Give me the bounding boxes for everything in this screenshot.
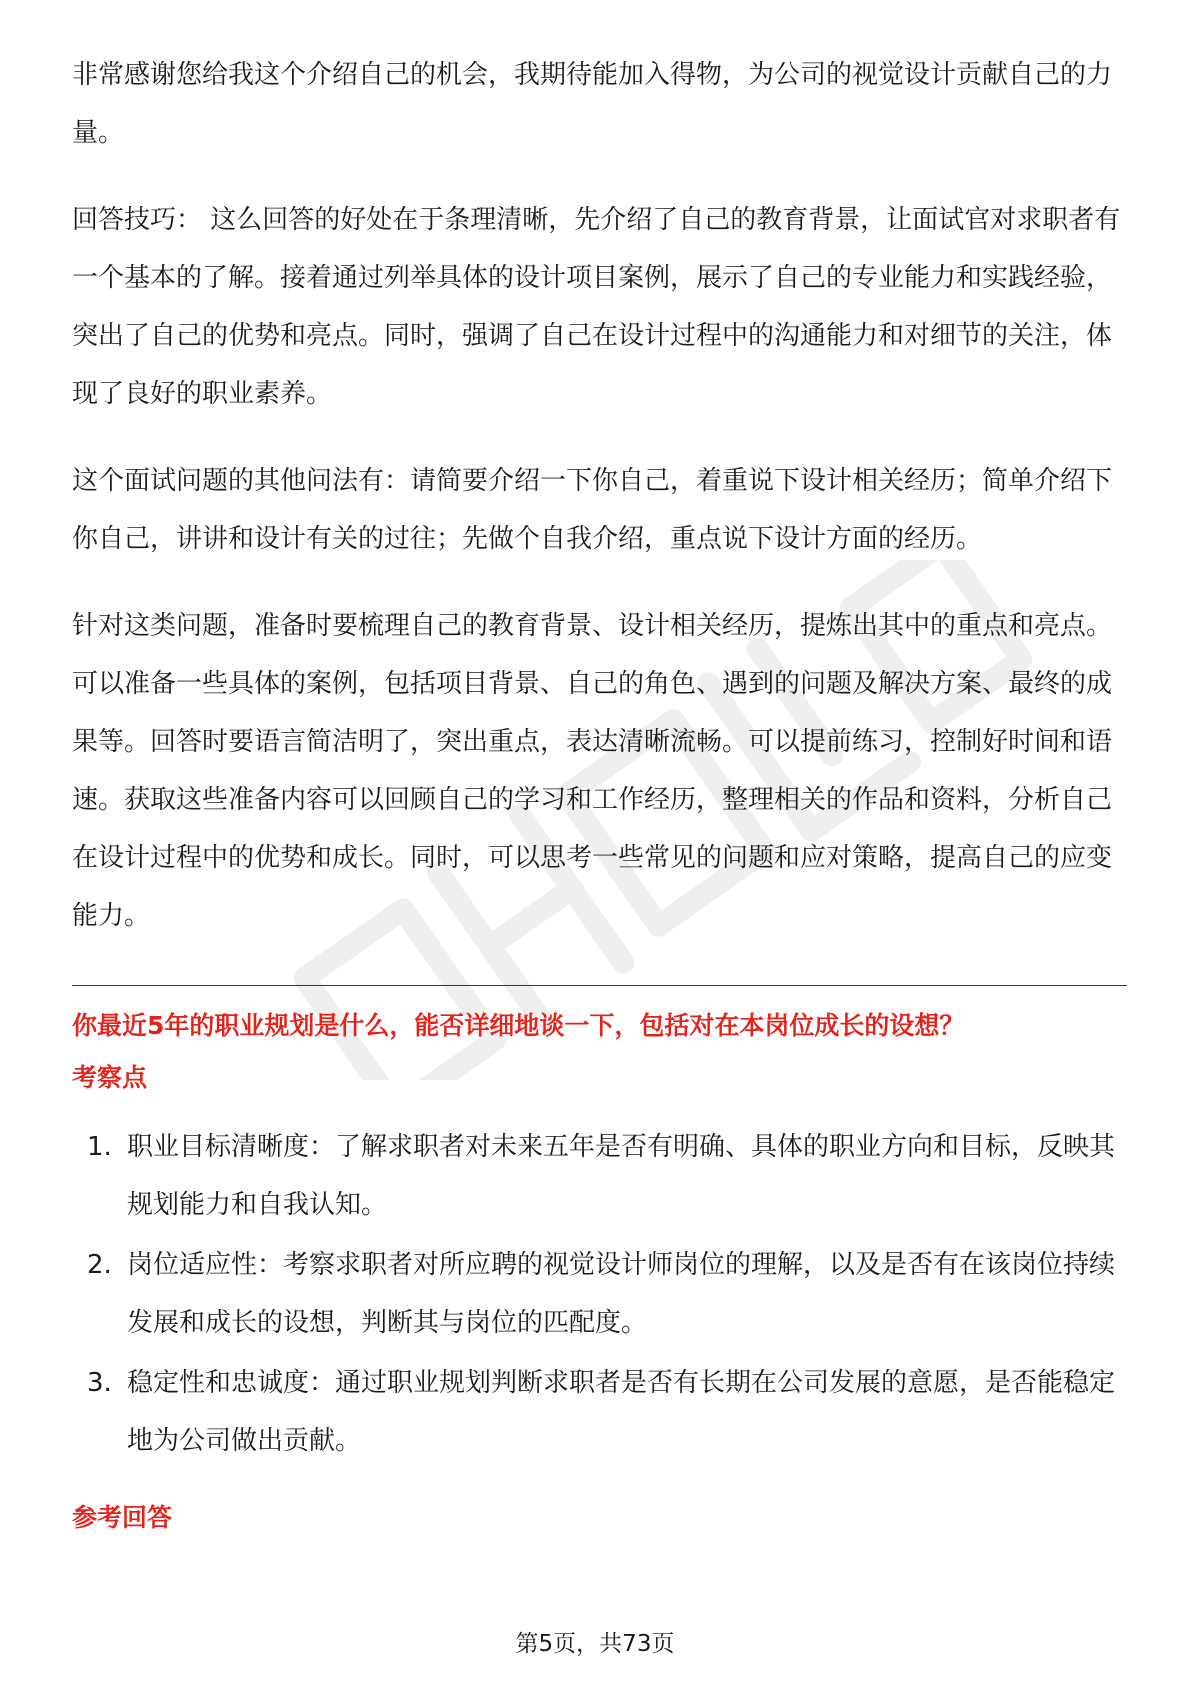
list-item-text: 职业目标清晰度：了解求职者对未来五年是否有明确、具体的职业方向和目标，反映其规划能力和自我认知。 <box>127 1132 1116 1220</box>
list-item <box>72 1118 1127 1234</box>
list-item-number: 3. <box>87 1368 112 1398</box>
question-title: 你最近5年的职业规划是什么，能否详细地谈一下，包括对在本岗位成长的设想？ <box>72 1011 965 1040</box>
page-number-footer: 第5页，共73页 <box>515 1631 675 1657</box>
answer-heading: 参考回答 <box>72 1503 173 1532</box>
list-item-number: 1. <box>87 1132 112 1162</box>
focus-heading: 考察点 <box>72 1063 148 1092</box>
paragraph-alternative-questions: 这个面试问题的其他问法有：请简要介绍一下你自己，着重说下设计相关经历；简单介绍下你自己，讲讲和设计有关的过往；先做个自我介绍，重点说下设计方面的经历。 <box>72 466 1113 554</box>
list-item <box>72 1236 1127 1352</box>
paragraph-preparation-advice: 针对这类问题，准备时要梳理自己的教育背景、设计相关经历，提炼出其中的重点和亮点。可以准备一些具体的案例，包括项目背景、自己的角色、遇到的问题及解决方案、最终的成果等。回答时要语言简洁明了，突出重点，表达清晰流畅。可以提前练习，控制好时间和语速。获取这些准备内容可以回顾自己的学习和工作经历，整理相关的作品和资料，分析自己在设计过程中的优势和成长。同时，可以思考一些常见的问题和应对策略，提高自己的应变能力。 <box>72 611 1113 931</box>
section-divider <box>72 985 1127 986</box>
list-item-number: 2. <box>87 1250 112 1280</box>
paragraph-answer-tips: 回答技巧： 这么回答的好处在于条理清晰，先介绍了自己的教育背景，让面试官对求职者有一个基本的了解。接着通过列举具体的设计项目案例，展示了自己的专业能力和实践经验，突出了自己的优势和亮点。同时，强调了自己在设计过程中的沟通能力和对细节的关注，体现了良好的职业素养。 <box>72 205 1121 409</box>
list-item <box>72 1354 1127 1470</box>
document-body <box>72 46 1127 1544</box>
focus-points-list <box>72 1118 1127 1470</box>
paragraph-intro-closing: 非常感谢您给我这个介绍自己的机会，我期待能加入得物，为公司的视觉设计贡献自己的力量。 <box>72 60 1113 148</box>
list-item-text: 岗位适应性：考察求职者对所应聘的视觉设计师岗位的理解，以及是否有在该岗位持续发展和成长的设想，判断其与岗位的匹配度。 <box>127 1250 1116 1338</box>
list-item-text: 稳定性和忠诚度：通过职业规划判断求职者是否有长期在公司发展的意愿，是否能稳定地为公司做出贡献。 <box>127 1368 1116 1456</box>
